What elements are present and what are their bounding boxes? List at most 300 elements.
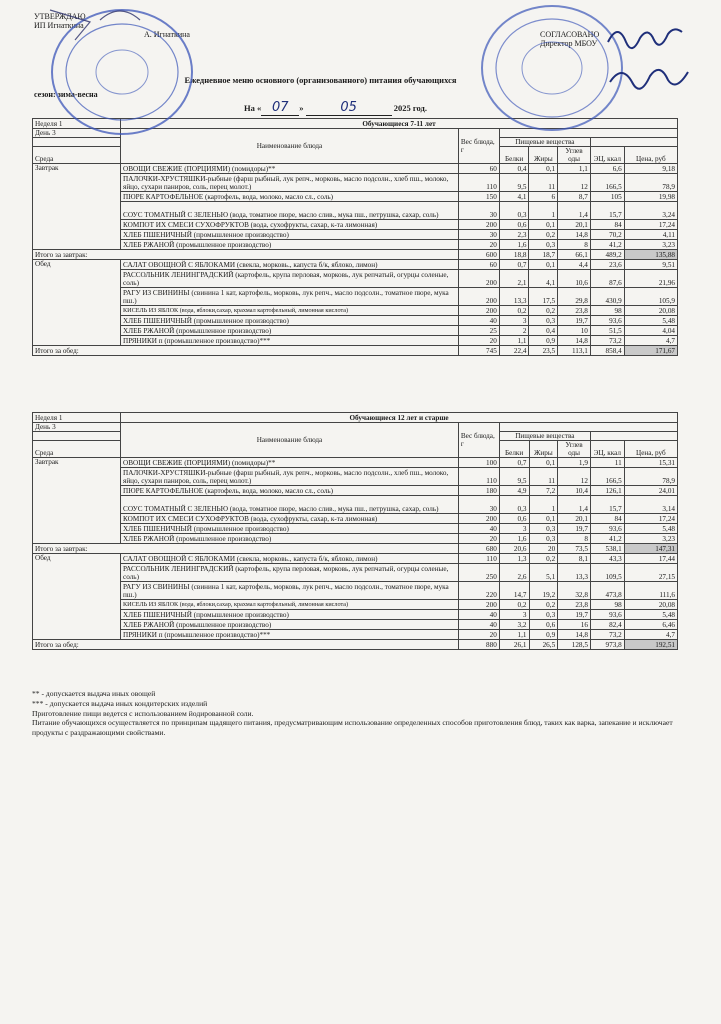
dish-name: ХЛЕБ РЖАНОЙ (промышленное производство)	[121, 534, 459, 544]
table-row	[33, 270, 678, 288]
dish-p: 3	[499, 524, 529, 534]
dish-c: 19,7	[558, 524, 591, 534]
total-f: 18,7	[529, 250, 558, 260]
carbs-header: Углев оды	[558, 441, 591, 458]
dish-name: ОВОЩИ СВЕЖИЕ (ПОРЦИЯМИ) (помидоры)**	[121, 458, 459, 468]
energy-header: ЭЦ, ккал	[590, 441, 624, 458]
dish-pr: 17,24	[624, 220, 677, 230]
dish-f: 7,2	[529, 486, 558, 496]
lunch-label: Обед	[33, 554, 121, 640]
dish-name: ПЮРЕ КАРТОФЕЛЬНОЕ (картофель, вода, молоко, масло сл., соль)	[121, 192, 459, 202]
dish-p: 2,3	[499, 230, 529, 240]
dish-e: 73,2	[590, 336, 624, 346]
date-suffix: 2025 год.	[393, 103, 427, 113]
dish-c: 14,8	[558, 630, 591, 640]
lunch-total-row	[33, 346, 678, 356]
dish-w: 30	[458, 202, 499, 220]
dish-p: 2	[499, 326, 529, 336]
menu-table-7-11	[32, 118, 678, 356]
dish-w: 110	[458, 554, 499, 564]
lunch-total-label: Итого за обед:	[33, 346, 459, 356]
dish-name: ХЛЕБ ПШЕНИЧНЫЙ (промышленное производство)	[121, 316, 459, 326]
dish-e: 87,6	[590, 270, 624, 288]
dish-pr: 20,08	[624, 306, 677, 316]
dish-w: 110	[458, 174, 499, 192]
total-f: 26,5	[529, 640, 558, 650]
table-row	[33, 336, 678, 346]
dish-column-header: Наименование блюда	[121, 129, 459, 164]
dish-pr: 5,48	[624, 316, 677, 326]
table-row	[33, 486, 678, 496]
dish-p: 2,1	[499, 270, 529, 288]
dish-pr: 27,15	[624, 564, 677, 582]
agreement-block	[540, 30, 599, 48]
dish-e: 6,6	[590, 164, 624, 174]
dish-name: САЛАТ ОВОЩНОЙ С ЯБЛОКАМИ (свекла, морковь., капуста б/к, яблоко, лимон)	[121, 554, 459, 564]
proteins-header: Белки	[499, 441, 529, 458]
total-c: 66,1	[558, 250, 591, 260]
total-c: 73,5	[558, 544, 591, 554]
dish-pr: 24,01	[624, 486, 677, 496]
table-row	[33, 564, 678, 582]
table-row	[33, 326, 678, 336]
dish-c: 20,1	[558, 514, 591, 524]
dish-f: 0,1	[529, 164, 558, 174]
dish-e: 105	[590, 192, 624, 202]
week-label: Неделя 1	[33, 119, 121, 129]
dish-f: 1	[529, 202, 558, 220]
total-w: 745	[458, 346, 499, 356]
table-row	[33, 164, 678, 174]
dish-f: 0,2	[529, 306, 558, 316]
dish-c: 32,8	[558, 582, 591, 600]
dish-e: 84	[590, 220, 624, 230]
week-row	[33, 119, 678, 129]
total-p: 26,1	[499, 640, 529, 650]
dish-w: 20	[458, 336, 499, 346]
energy-header: ЭЦ, ккал	[590, 147, 624, 164]
dish-f: 0,4	[529, 326, 558, 336]
dish-w: 20	[458, 630, 499, 640]
table-row	[33, 174, 678, 192]
dish-pr: 9,18	[624, 164, 677, 174]
dish-f: 0,3	[529, 316, 558, 326]
carbs-header: Углев оды	[558, 147, 591, 164]
dish-p: 0,7	[499, 458, 529, 468]
dish-name: ПРЯНИКИ п (промышленное производство)***	[121, 336, 459, 346]
dish-p: 0,6	[499, 514, 529, 524]
dish-p: 1,6	[499, 240, 529, 250]
dish-f: 0,3	[529, 524, 558, 534]
dish-e: 84	[590, 514, 624, 524]
dish-name: ХЛЕБ ПШЕНИЧНЫЙ (промышленное производство)	[121, 230, 459, 240]
dish-w: 30	[458, 496, 499, 514]
approval-block	[34, 12, 190, 39]
header-row	[33, 129, 678, 138]
dish-name: СОУС ТОМАТНЫЙ С ЗЕЛЕНЬЮ (вода, томатное пюре, масло слив., мука пш., петрушка, сахар, соль)	[121, 496, 459, 514]
table-row	[33, 468, 678, 486]
dish-pr: 78,9	[624, 468, 677, 486]
agreed-position: Директор МБОУ	[540, 39, 598, 48]
fats-header: Жиры	[529, 147, 558, 164]
dish-f: 0,2	[529, 554, 558, 564]
dish-name: РАГУ ИЗ СВИНИНЫ (свинина 1 кат, картофель, морковь, лук репч., масло подсолн., томатное пюре, мука пш.)	[121, 582, 459, 600]
dish-c: 29,8	[558, 288, 591, 306]
lunch-total-label: Итого за обед:	[33, 640, 459, 650]
menu-date	[244, 100, 427, 116]
dish-pr: 21,96	[624, 270, 677, 288]
dish-e: 82,4	[590, 620, 624, 630]
dish-e: 126,1	[590, 486, 624, 496]
dish-name: КОМПОТ ИХ СМЕСИ СУХОФРУКТОВ (вода, сухофрукты, сахар, к-та лимонная)	[121, 220, 459, 230]
dish-w: 180	[458, 486, 499, 496]
dish-p: 1,6	[499, 534, 529, 544]
dish-p: 1,1	[499, 336, 529, 346]
dish-e: 430,9	[590, 288, 624, 306]
dish-f: 0,9	[529, 630, 558, 640]
dish-f: 0,2	[529, 600, 558, 610]
dish-e: 15,7	[590, 496, 624, 514]
dish-f: 11	[529, 468, 558, 486]
dish-pr: 3,14	[624, 496, 677, 514]
dish-f: 0,3	[529, 240, 558, 250]
dish-e: 93,6	[590, 316, 624, 326]
dish-pr: 78,9	[624, 174, 677, 192]
weight-column-header: Вес блюда, г	[458, 129, 499, 164]
dish-w: 200	[458, 220, 499, 230]
empty-cell	[33, 432, 121, 441]
total-c: 113,1	[558, 346, 591, 356]
season-label: сезон: зима-весна	[34, 90, 98, 99]
dish-name: ПАЛОЧКИ-ХРУСТЯШКИ-рыбные (фарш рыбный, лук репч., морковь, масло подсолн., хлеб пш., молоко, яйцо, сухари паниров, соль, перец молот.)	[121, 468, 459, 486]
approve-org: ИП Игнаткина	[34, 21, 84, 30]
empty-cell	[590, 138, 677, 147]
table-row	[33, 600, 678, 610]
total-p: 22,4	[499, 346, 529, 356]
dish-p: 3	[499, 316, 529, 326]
empty-cell	[499, 129, 677, 138]
dish-p: 1,1	[499, 630, 529, 640]
footnotes	[32, 689, 692, 738]
total-f: 20	[529, 544, 558, 554]
week-row	[33, 413, 678, 423]
dish-e: 93,6	[590, 524, 624, 534]
dish-c: 13,3	[558, 564, 591, 582]
table-row	[33, 630, 678, 640]
date-mid: »	[299, 103, 304, 113]
table-row	[33, 582, 678, 600]
total-c: 128,5	[558, 640, 591, 650]
dish-f: 0,3	[529, 534, 558, 544]
handwritten-signature	[600, 20, 710, 110]
dish-w: 25	[458, 326, 499, 336]
dish-w: 200	[458, 270, 499, 288]
dish-pr: 5,48	[624, 610, 677, 620]
table-row	[33, 192, 678, 202]
dish-f: 0,3	[529, 610, 558, 620]
dish-e: 73,2	[590, 630, 624, 640]
dish-w: 100	[458, 458, 499, 468]
dish-c: 12	[558, 174, 591, 192]
dish-c: 1,1	[558, 164, 591, 174]
dish-c: 19,7	[558, 610, 591, 620]
dish-c: 10,4	[558, 486, 591, 496]
dish-w: 150	[458, 192, 499, 202]
dish-name: РАГУ ИЗ СВИНИНЫ (свинина 1 кат, картофель, морковь, лук репч., масло подсолн., томатное пюре, мука пш.)	[121, 288, 459, 306]
dish-e: 70,2	[590, 230, 624, 240]
dish-pr: 105,9	[624, 288, 677, 306]
dish-p: 4,1	[499, 192, 529, 202]
dish-f: 19,2	[529, 582, 558, 600]
day-label: День 3	[33, 129, 121, 138]
date-month: 05	[340, 100, 357, 115]
dish-p: 0,7	[499, 260, 529, 270]
table-row	[33, 220, 678, 230]
dish-pr: 17,24	[624, 514, 677, 524]
dish-pr: 4,04	[624, 326, 677, 336]
date-prefix: На «	[244, 103, 262, 113]
dish-name: ХЛЕБ РЖАНОЙ (промышленное производство)	[121, 620, 459, 630]
dish-name: РАССОЛЬНИК ЛЕНИНГРАДСКИЙ (картофель, крупа перловая, морковь, лук репчатый, огурцы соленые, соль)	[121, 564, 459, 582]
nutrients-header: Пищевые вещества	[499, 138, 590, 147]
table-row	[33, 240, 678, 250]
dish-p: 0,3	[499, 496, 529, 514]
dish-f: 0,1	[529, 514, 558, 524]
dish-p: 2,6	[499, 564, 529, 582]
breakfast-total-label: Итого за завтрак:	[33, 250, 459, 260]
dish-e: 98	[590, 600, 624, 610]
dish-name: КОМПОТ ИХ СМЕСИ СУХОФРУКТОВ (вода, сухофрукты, сахар, к-та лимонная)	[121, 514, 459, 524]
dish-f: 17,5	[529, 288, 558, 306]
dish-w: 40	[458, 620, 499, 630]
dish-name: ОВОЩИ СВЕЖИЕ (ПОРЦИЯМИ) (помидоры)**	[121, 164, 459, 174]
dish-w: 20	[458, 534, 499, 544]
dish-w: 30	[458, 230, 499, 240]
dish-p: 13,3	[499, 288, 529, 306]
table-row	[33, 524, 678, 534]
dish-p: 0,2	[499, 306, 529, 316]
dish-pr: 20,08	[624, 600, 677, 610]
note-vegetables: ** - допускается выдача иных овощей	[32, 689, 156, 698]
dish-w: 200	[458, 306, 499, 316]
date-day: 07	[271, 100, 289, 115]
dish-column-header: Наименование блюда	[121, 423, 459, 458]
dish-c: 4,4	[558, 260, 591, 270]
dish-w: 60	[458, 164, 499, 174]
dish-e: 41,2	[590, 534, 624, 544]
table-row	[33, 458, 678, 468]
dish-name: КИСЕЛЬ ИЗ ЯБЛОК (вода, яблоки,сахар, крахмал картофельный, лимонная кислота)	[121, 306, 459, 316]
table-row	[33, 496, 678, 514]
dish-f: 0,9	[529, 336, 558, 346]
dish-f: 0,2	[529, 230, 558, 240]
breakfast-total-label: Итого за завтрак:	[33, 544, 459, 554]
dish-c: 16	[558, 620, 591, 630]
fats-header: Жиры	[529, 441, 558, 458]
dish-p: 4,9	[499, 486, 529, 496]
dish-c: 8	[558, 240, 591, 250]
dish-pr: 3,24	[624, 202, 677, 220]
dish-pr: 4,7	[624, 630, 677, 640]
dish-pr: 19,98	[624, 192, 677, 202]
age-group-title: Обучающиеся 12 лет и старше	[121, 413, 678, 423]
empty-cell	[33, 138, 121, 147]
approve-title: УТВЕРЖДАЮ	[34, 12, 86, 21]
table-row	[33, 306, 678, 316]
dish-pr: 6,46	[624, 620, 677, 630]
dish-w: 220	[458, 582, 499, 600]
total-price: 135,88	[624, 250, 677, 260]
table-row	[33, 610, 678, 620]
table-row	[33, 230, 678, 240]
dish-p: 1,3	[499, 554, 529, 564]
dish-name: КИСЕЛЬ ИЗ ЯБЛОК (вода, яблоки,сахар, крахмал картофельный, лимонная кислота)	[121, 600, 459, 610]
dish-pr: 3,23	[624, 534, 677, 544]
dish-w: 110	[458, 468, 499, 486]
dish-pr: 5,48	[624, 524, 677, 534]
dish-c: 1,4	[558, 202, 591, 220]
dish-c: 8,7	[558, 192, 591, 202]
dish-p: 0,4	[499, 164, 529, 174]
breakfast-label: Завтрак	[33, 164, 121, 250]
dish-e: 98	[590, 306, 624, 316]
dish-name: ХЛЕБ ПШЕНИЧНЫЙ (промышленное производство)	[121, 610, 459, 620]
breakfast-total-row	[33, 250, 678, 260]
dish-e: 166,5	[590, 468, 624, 486]
total-price: 171,67	[624, 346, 677, 356]
table-row	[33, 620, 678, 630]
dish-c: 19,7	[558, 316, 591, 326]
day-label: День 3	[33, 423, 121, 432]
price-header: Цена, руб	[624, 441, 677, 458]
dish-e: 93,6	[590, 610, 624, 620]
dish-c: 23,8	[558, 600, 591, 610]
total-f: 23,5	[529, 346, 558, 356]
dish-pr: 4,11	[624, 230, 677, 240]
dish-p: 0,6	[499, 220, 529, 230]
dish-e: 166,5	[590, 174, 624, 192]
dish-c: 8	[558, 534, 591, 544]
dish-c: 14,8	[558, 230, 591, 240]
dish-c: 14,8	[558, 336, 591, 346]
dish-w: 20	[458, 240, 499, 250]
dish-pr: 3,23	[624, 240, 677, 250]
page-title: Ежедневное меню основного (организованного) питания обучающихся	[184, 75, 457, 85]
dish-w: 40	[458, 316, 499, 326]
dish-pr: 111,6	[624, 582, 677, 600]
env-label: Среда	[33, 147, 121, 164]
dish-c: 1,4	[558, 496, 591, 514]
table-row	[33, 534, 678, 544]
total-price: 192,51	[624, 640, 677, 650]
env-label: Среда	[33, 441, 121, 458]
dish-f: 1	[529, 496, 558, 514]
total-w: 680	[458, 544, 499, 554]
dish-w: 200	[458, 288, 499, 306]
dish-f: 11	[529, 174, 558, 192]
dish-w: 250	[458, 564, 499, 582]
dish-f: 0,1	[529, 458, 558, 468]
note-confectionery: *** - допускается выдача иных кондитерских изделий	[32, 698, 208, 708]
dish-w: 60	[458, 260, 499, 270]
dish-p: 0,2	[499, 600, 529, 610]
age-group-title: Обучающиеся 7-11 лет	[121, 119, 678, 129]
dish-name: ХЛЕБ РЖАНОЙ (промышленное производство)	[121, 240, 459, 250]
dish-f: 0,6	[529, 620, 558, 630]
dish-name: САЛАТ ОВОЩНОЙ С ЯБЛОКАМИ (свекла, морковь., капуста б/к, яблоко, лимон)	[121, 260, 459, 270]
lunch-label: Обед	[33, 260, 121, 346]
dish-e: 23,6	[590, 260, 624, 270]
note-diet: Питание обучающихся осуществляется по принципам щадящего питания, предусматривающим использование определенных способов приготовления блюд, таких как варка, запекание и исключает продукты с раздражающими свойствами.	[32, 718, 673, 738]
dish-pr: 15,31	[624, 458, 677, 468]
table-row	[33, 202, 678, 220]
breakfast-label: Завтрак	[33, 458, 121, 544]
dish-p: 9,5	[499, 468, 529, 486]
note-iodized-salt: Приготовление пищи ведется с использованием йодированной соли.	[32, 708, 254, 718]
dish-p: 3,2	[499, 620, 529, 630]
empty-cell	[590, 432, 677, 441]
total-e: 858,4	[590, 346, 624, 356]
dish-w: 40	[458, 524, 499, 534]
total-e: 538,1	[590, 544, 624, 554]
empty-cell	[499, 423, 677, 432]
approve-signer: А. Игнаткина	[144, 30, 190, 39]
dish-f: 6	[529, 192, 558, 202]
dish-c: 10	[558, 326, 591, 336]
total-w: 600	[458, 250, 499, 260]
dish-c: 20,1	[558, 220, 591, 230]
dish-f: 0,1	[529, 260, 558, 270]
dish-w: 40	[458, 610, 499, 620]
dish-name: РАССОЛЬНИК ЛЕНИНГРАДСКИЙ (картофель, крупа перловая, морковь, лук репчатый, огурцы соленые, соль)	[121, 270, 459, 288]
total-e: 489,2	[590, 250, 624, 260]
lunch-total-row	[33, 640, 678, 650]
breakfast-total-row	[33, 544, 678, 554]
dish-name: ПАЛОЧКИ-ХРУСТЯШКИ-рыбные (фарш рыбный, лук репч., морковь, масло подсолн., хлеб пш., молоко, яйцо, сухари паниров, соль, перец молот.)	[121, 174, 459, 192]
dish-c: 1,9	[558, 458, 591, 468]
table-row	[33, 288, 678, 306]
dish-e: 43,3	[590, 554, 624, 564]
nutrients-header: Пищевые вещества	[499, 432, 590, 441]
dish-e: 15,7	[590, 202, 624, 220]
dish-e: 11	[590, 458, 624, 468]
dish-pr: 4,7	[624, 336, 677, 346]
total-p: 20,6	[499, 544, 529, 554]
dish-p: 3	[499, 610, 529, 620]
dish-name: ХЛЕБ РЖАНОЙ (промышленное производство)	[121, 326, 459, 336]
dish-e: 109,5	[590, 564, 624, 582]
dish-c: 8,1	[558, 554, 591, 564]
dish-w: 200	[458, 600, 499, 610]
dish-pr: 17,44	[624, 554, 677, 564]
proteins-header: Белки	[499, 147, 529, 164]
dish-c: 12	[558, 468, 591, 486]
dish-e: 51,5	[590, 326, 624, 336]
total-w: 880	[458, 640, 499, 650]
dish-f: 0,1	[529, 220, 558, 230]
dish-c: 23,8	[558, 306, 591, 316]
weight-column-header: Вес блюда, г	[458, 423, 499, 458]
dish-f: 5,1	[529, 564, 558, 582]
dish-w: 200	[458, 514, 499, 524]
dish-name: ПЮРЕ КАРТОФЕЛЬНОЕ (картофель, вода, молоко, масло сл., соль)	[121, 486, 459, 496]
table-row	[33, 260, 678, 270]
dish-pr: 9,51	[624, 260, 677, 270]
total-e: 973,8	[590, 640, 624, 650]
week-label: Неделя 1	[33, 413, 121, 423]
dish-c: 10,6	[558, 270, 591, 288]
table-row	[33, 554, 678, 564]
